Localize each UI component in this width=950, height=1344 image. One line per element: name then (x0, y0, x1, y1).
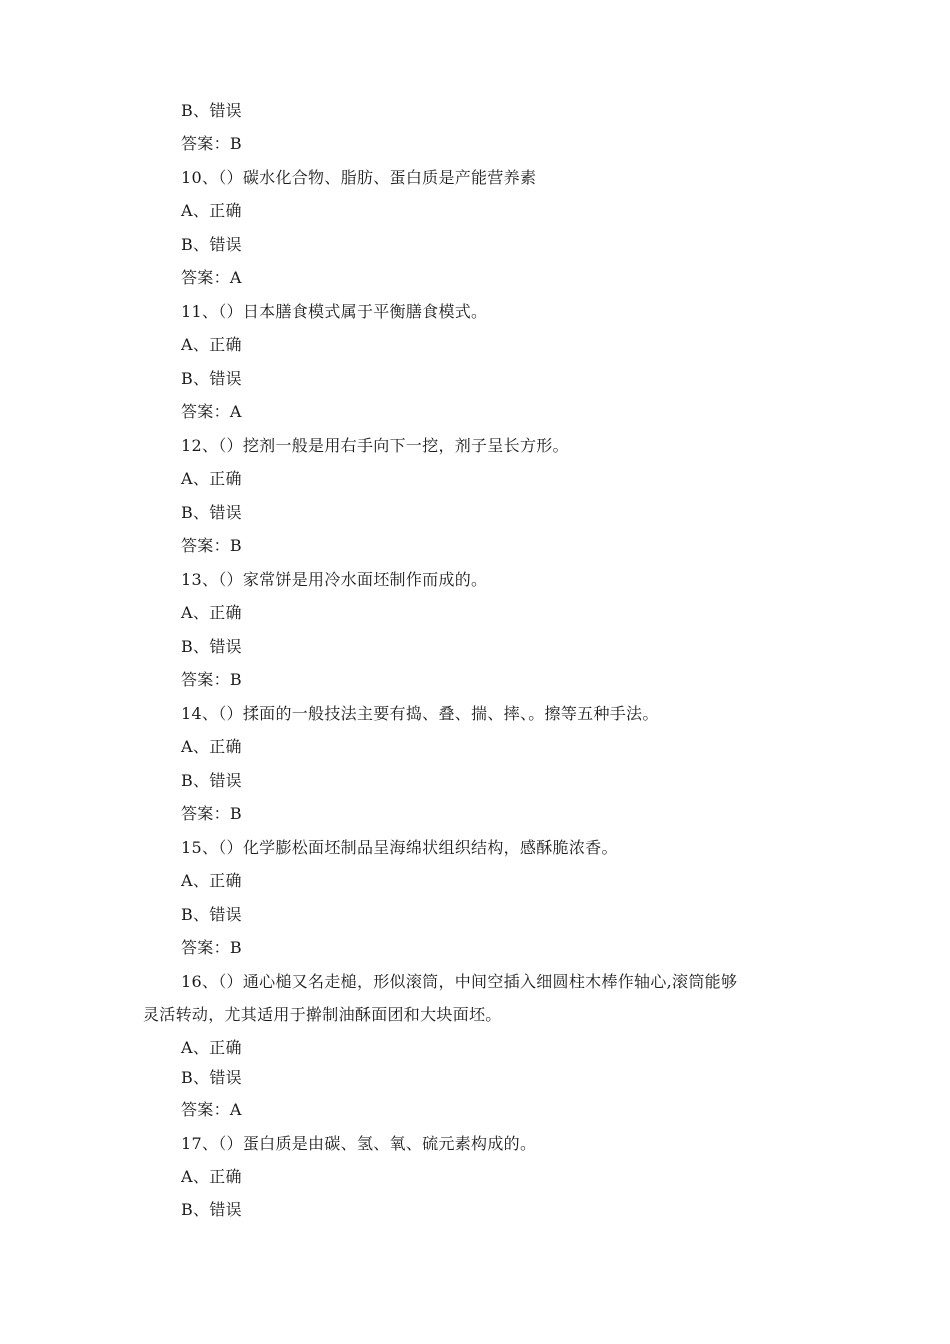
option-a: A、正确 (181, 737, 242, 756)
option-a: A、正确 (181, 871, 242, 890)
answer-line: 答案：A (181, 1100, 242, 1119)
question-16-continuation: 灵活转动，尤其适用于擀制油酥面团和大块面坯。 (143, 1005, 502, 1024)
option-a: A、正确 (181, 603, 242, 622)
question-11: 11、（）日本膳食模式属于平衡膳食模式。 (181, 302, 488, 321)
question-15: 15、（）化学膨松面坯制品呈海绵状组织结构，感酥脆浓香。 (181, 838, 618, 857)
option-b: B、错误 (181, 637, 242, 656)
option-b: B、错误 (181, 1200, 242, 1219)
option-b: B、错误 (181, 101, 242, 120)
option-b: B、错误 (181, 503, 242, 522)
option-b: B、错误 (181, 369, 242, 388)
option-a: A、正确 (181, 1038, 242, 1057)
answer-line: 答案：B (181, 670, 242, 689)
option-a: A、正确 (181, 1167, 242, 1186)
answer-line: 答案：B (181, 134, 242, 153)
answer-line: 答案：B (181, 938, 242, 957)
option-b: B、错误 (181, 771, 242, 790)
answer-line: 答案：A (181, 402, 242, 421)
option-a: A、正确 (181, 469, 242, 488)
option-b: B、错误 (181, 1068, 242, 1087)
answer-line: 答案：A (181, 268, 242, 287)
question-13: 13、（）家常饼是用冷水面坯制作而成的。 (181, 570, 488, 589)
question-12: 12、（）挖剂一般是用右手向下一挖，剂子呈长方形。 (181, 436, 569, 455)
option-a: A、正确 (181, 335, 242, 354)
question-16: 16、（）通心槌又名走槌，形似滚筒，中间空插入细圆柱木棒作轴心,滚筒能够 (181, 972, 738, 991)
option-b: B、错误 (181, 905, 242, 924)
option-b: B、错误 (181, 235, 242, 254)
question-17: 17、（）蛋白质是由碳、氢、氧、硫元素构成的。 (181, 1134, 537, 1153)
option-a: A、正确 (181, 201, 242, 220)
answer-line: 答案：B (181, 804, 242, 823)
question-10: 10、（）碳水化合物、脂肪、蛋白质是产能营养素 (181, 168, 537, 187)
answer-line: 答案：B (181, 536, 242, 555)
question-14: 14、（）揉面的一般技法主要有捣、叠、揣、摔、。擦等五种手法。 (181, 704, 659, 723)
